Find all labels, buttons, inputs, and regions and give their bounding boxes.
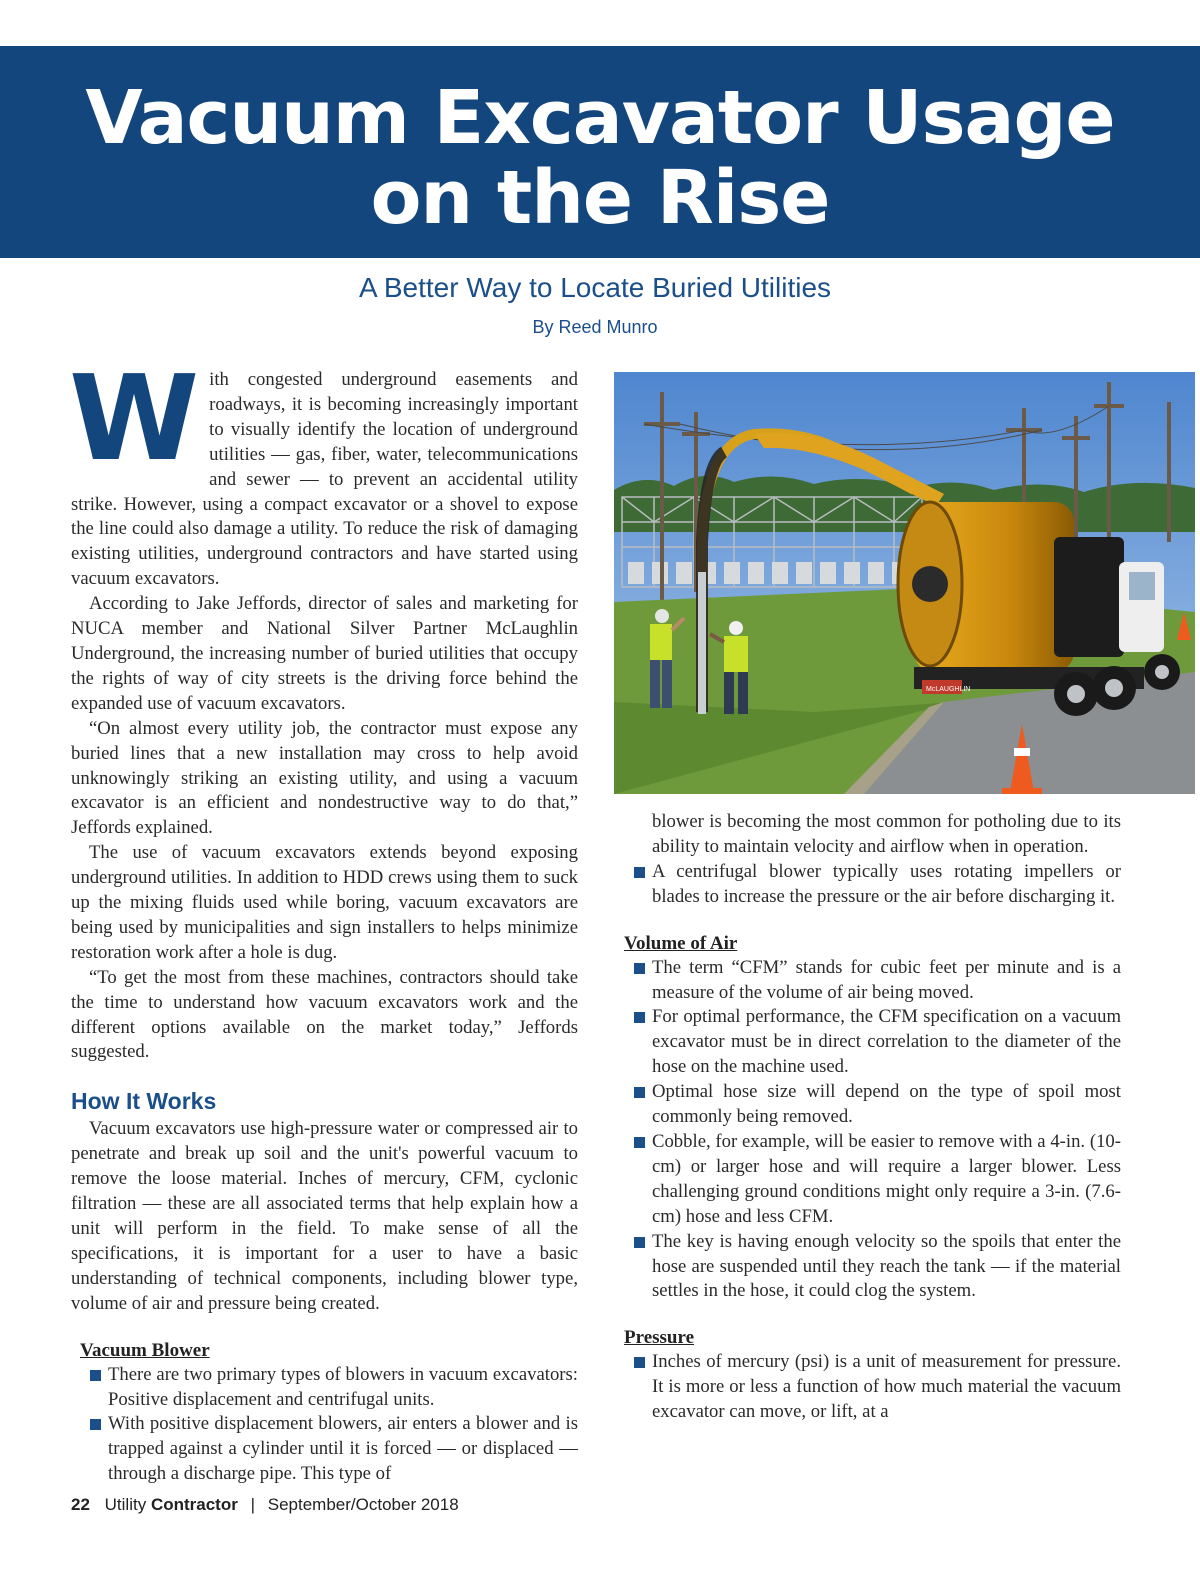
paragraph-quote-1: “On almost every utility job, the contractor must expose any buried lines that a new installation may cross to help avoid unknowingly striking an existing utility, and using a vacuum excavator is an efficient and nondestructive way to do that,” Jeffords explained.: [71, 717, 578, 839]
how-it-works-paragraph: Vacuum excavators use high-pressure water or compressed air to penetrate and break up soil and the unit's powerful vacuum to remove the loose material. Inches of mercury, CFM, cyclonic filtration — these are all associated terms that help explain how a unit will perform in the field. To make sense of all the specifications, it is important for a user to have a basic understanding of technical components, including blower type, volume of air and pressure being created.: [71, 1118, 578, 1314]
volume-of-air-heading: Volume of Air: [624, 932, 738, 954]
vacuum-excavator-photo: [614, 372, 1195, 794]
list-item: [652, 860, 1121, 910]
pressure-list: [624, 1350, 1121, 1425]
list-item-text: There are two primary types of blowers in vacuum excavators: Positive displacement and centrifugal units.: [108, 1363, 578, 1410]
list-item: [108, 1363, 578, 1413]
list-item-text: With positive displacement blowers, air enters a blower and is trapped against a cylinder until it is forced — or displaced — through a discharge pipe. This type of: [108, 1413, 578, 1485]
list-item-text: The term “CFM” stands for cubic feet per minute and is a measure of the volume of air being moved.: [652, 956, 1121, 1003]
right-column: [624, 810, 1121, 1425]
list-item-text: blower is becoming the most common for potholing due to its ability to maintain velocity and airflow when in operation.: [652, 811, 1121, 857]
bullet-square-icon: [634, 1012, 645, 1023]
list-item: [652, 1080, 1121, 1130]
magazine-name-part2: Contractor: [150, 1495, 238, 1514]
truck-logo-text: McLAUGHLIN: [926, 686, 971, 693]
page-number: 22: [71, 1495, 90, 1514]
list-item: [652, 1005, 1121, 1080]
page-footer: [71, 1494, 459, 1516]
intro-paragraph: [69, 349, 578, 592]
list-item: [652, 956, 1121, 1006]
bullet-square-icon: [634, 1137, 645, 1148]
bullet-square-icon: [90, 1370, 101, 1381]
vacuum-blower-list-continued: [624, 810, 1121, 910]
list-item-text: The key is having enough velocity so the spoils that enter the hose are suspended until they reach the tank — if the material settles in the hose, it could clog the system.: [652, 1230, 1121, 1302]
list-item-text: Optimal hose size will depend on the type of spoil most commonly being removed.: [652, 1081, 1121, 1128]
photo-illustration: [614, 372, 1195, 794]
list-item: [652, 1230, 1121, 1305]
paragraph-jeffords-intro: According to Jake Jeffords, director of sales and marketing for NUCA member and National Silver Partner McLaughlin Underground, the increasing number of buried utilities that occupy the rights of way of city streets is the driving force behind the expanded use of vacuum excavators.: [71, 593, 578, 714]
list-item: [108, 1412, 578, 1487]
paragraph-quote-2: “To get the most from these machines, contractors should take the time to understand how vacuum excavators work and the different options available on the market today,” Jeffords suggested.: [71, 966, 578, 1063]
bullet-square-icon: [634, 1237, 645, 1248]
article-subtitle: A Better Way to Locate Buried Utilities: [358, 272, 832, 303]
list-item-text: Cobble, for example, will be easier to remove with a 4-in. (10-cm) or larger hose and will require a larger blower. Less challenging ground conditions might only require a 3-in. (7.6-cm) hose and less CFM.: [652, 1130, 1121, 1227]
footer-separator: |: [250, 1495, 256, 1514]
list-item-text: Inches of mercury (psi) is a unit of measurement for pressure. It is more or less a function of how much material the vacuum excavator can move, or lift, at a: [652, 1351, 1121, 1423]
vacuum-blower-heading: Vacuum Blower: [80, 1339, 210, 1361]
list-item: [652, 1130, 1121, 1230]
issue-date: September/October 2018: [267, 1495, 459, 1514]
paragraph-uses: The use of vacuum excavators extends beyond exposing underground utilities. In addition to HDD crews using them to suck up the mixing fluids used while boring, vacuum excavators are being used by municipalities and sign installers to helps minimize restoration work after a hole is dug.: [71, 842, 578, 963]
magazine-name-part1: Utility: [104, 1495, 147, 1514]
volume-of-air-list: [624, 956, 1121, 1305]
list-item: [652, 810, 1121, 860]
vacuum-blower-list: [71, 1363, 578, 1488]
bullet-square-icon: [90, 1419, 101, 1430]
list-item-text: A centrifugal blower typically uses rotating impellers or blades to increase the pressure or the air before discharging it.: [652, 860, 1121, 907]
bullet-square-icon: [634, 1087, 645, 1098]
bullet-square-icon: [634, 963, 645, 974]
left-column: [69, 349, 578, 1487]
bullet-square-icon: [634, 867, 645, 878]
pressure-heading: Pressure: [624, 1327, 695, 1349]
byline: By Reed Munro: [532, 317, 658, 337]
title-line-1: Vacuum Excavator Usage: [85, 75, 1115, 161]
list-item: [652, 1350, 1121, 1425]
list-item-text: For optimal performance, the CFM specification on a vacuum excavator must be in direct correlation to the diameter of the hose on the machine used.: [652, 1006, 1121, 1078]
article-title: [0, 75, 1200, 241]
drop-cap: W: [69, 349, 200, 487]
title-line-2: on the Rise: [370, 155, 830, 241]
bullet-square-icon: [634, 1357, 645, 1368]
how-it-works-heading: How It Works: [71, 1088, 217, 1115]
intro-paragraph-text: ith congested underground easements and roadways, it is becoming increasingly important to visually identify the location of underground utilities — gas, fiber, water, telecommunications and sewer — to prevent an accidental utility strike. However, using a compact excavator or a shovel to expose the line could also damage a utility. To reduce the risk of damaging existing utilities, underground contractors and have started using vacuum excavators.: [71, 369, 578, 590]
